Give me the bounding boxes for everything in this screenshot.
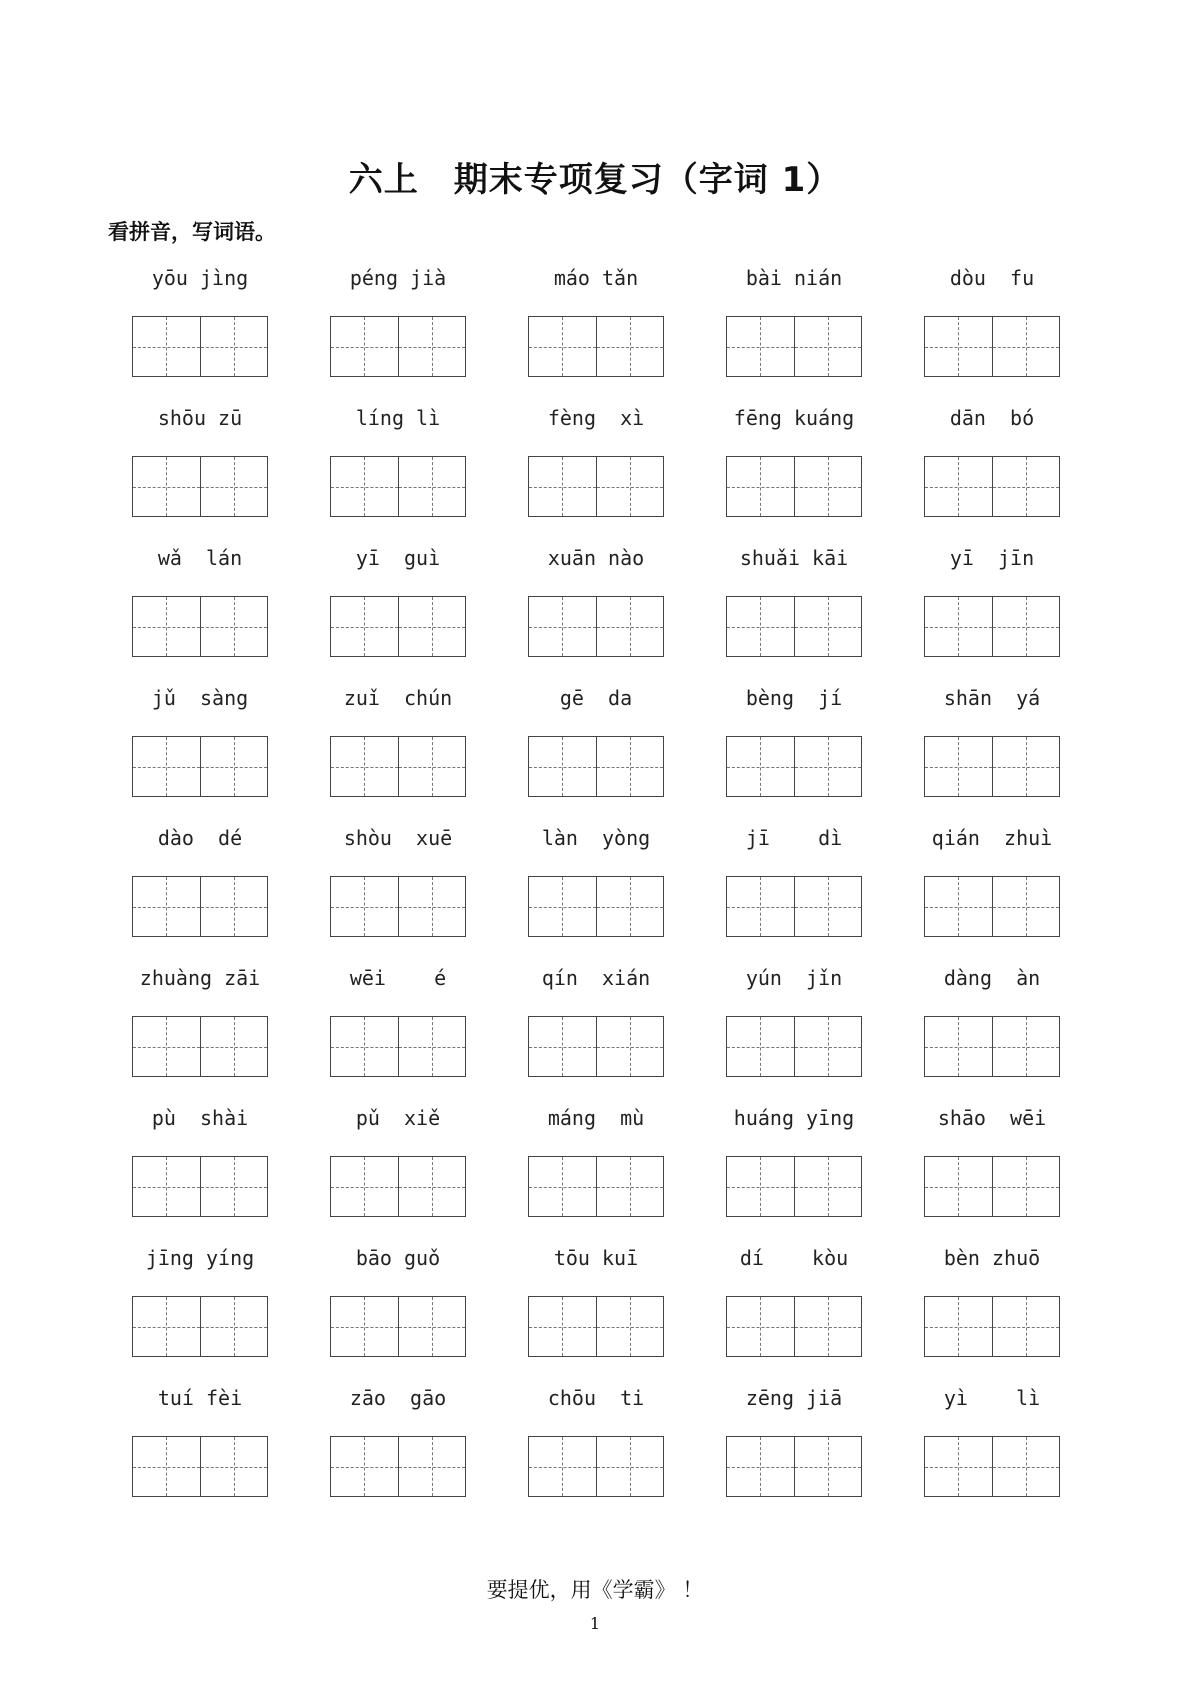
word-item [709, 542, 907, 670]
writing-boxes[interactable] [924, 1436, 1060, 1497]
pinyin-label: máo tǎn [553, 266, 639, 290]
character-box[interactable] [529, 1017, 596, 1076]
pinyin-label: zēng jiā [745, 1386, 843, 1410]
word-item [709, 822, 907, 950]
writing-boxes[interactable] [528, 1436, 664, 1497]
character-box[interactable] [992, 1437, 1060, 1496]
character-box[interactable] [596, 1437, 664, 1496]
footer-slogan: 要提优，用《学霸》 ！ [486, 1578, 704, 1602]
character-box[interactable] [925, 1017, 992, 1076]
writing-boxes[interactable] [132, 1016, 268, 1077]
character-box[interactable] [133, 1017, 200, 1076]
word-item [511, 1382, 709, 1510]
word-item [511, 1102, 709, 1230]
pinyin-label: dào dé [157, 826, 243, 850]
pinyin-label: shāo wēi [937, 1106, 1047, 1130]
pinyin-label: bài nián [745, 266, 843, 290]
writing-boxes[interactable] [330, 316, 466, 377]
writing-boxes[interactable] [528, 876, 664, 937]
pinyin-label: wǎ lán [157, 546, 243, 570]
character-box[interactable] [925, 737, 992, 796]
character-box[interactable] [529, 1297, 596, 1356]
character-box[interactable] [925, 1437, 992, 1496]
writing-boxes[interactable] [330, 1436, 466, 1497]
writing-boxes[interactable] [330, 736, 466, 797]
pinyin-label: shòu xuē [343, 826, 453, 850]
character-box[interactable] [596, 1297, 664, 1356]
writing-boxes[interactable] [132, 876, 268, 937]
word-item [907, 962, 1105, 1090]
word-item [511, 682, 709, 810]
writing-boxes[interactable] [924, 1296, 1060, 1357]
writing-boxes[interactable] [726, 1296, 862, 1357]
pinyin-label: máng mù [547, 1106, 645, 1130]
word-item [313, 822, 511, 950]
character-box[interactable] [398, 1017, 466, 1076]
word-item [709, 1102, 907, 1230]
word-item [709, 962, 907, 1090]
character-box[interactable] [992, 1017, 1060, 1076]
character-box[interactable] [727, 1437, 794, 1496]
word-item [115, 682, 313, 810]
character-box[interactable] [992, 457, 1060, 516]
pinyin-label: zuǐ chún [343, 686, 453, 710]
character-box[interactable] [200, 737, 268, 796]
character-box[interactable] [794, 1017, 862, 1076]
word-item [709, 1242, 907, 1370]
character-box[interactable] [529, 457, 596, 516]
word-item [709, 402, 907, 530]
page-number: 1 [589, 1614, 601, 1633]
character-box[interactable] [529, 737, 596, 796]
word-item [115, 822, 313, 950]
writing-boxes[interactable] [528, 456, 664, 517]
pinyin-label: qín xián [541, 966, 651, 990]
character-box[interactable] [398, 877, 466, 936]
pinyin-label: zhuàng zāi [139, 966, 261, 990]
character-box[interactable] [398, 1157, 466, 1216]
character-box[interactable] [596, 1157, 664, 1216]
character-box[interactable] [133, 597, 200, 656]
word-item [115, 542, 313, 670]
character-box[interactable] [727, 877, 794, 936]
pinyin-label: bèng jí [745, 686, 843, 710]
character-box[interactable] [794, 1437, 862, 1496]
character-box[interactable] [794, 877, 862, 936]
writing-boxes[interactable] [132, 1156, 268, 1217]
character-box[interactable] [596, 317, 664, 376]
word-item [511, 822, 709, 950]
character-box[interactable] [200, 1157, 268, 1216]
character-box[interactable] [794, 317, 862, 376]
character-box[interactable] [794, 737, 862, 796]
character-box[interactable] [398, 1437, 466, 1496]
character-box[interactable] [992, 877, 1060, 936]
character-box[interactable] [529, 1157, 596, 1216]
character-box[interactable] [529, 597, 596, 656]
character-box[interactable] [925, 1297, 992, 1356]
word-item [313, 962, 511, 1090]
character-box[interactable] [596, 737, 664, 796]
character-box[interactable] [794, 597, 862, 656]
character-box[interactable] [992, 317, 1060, 376]
writing-boxes[interactable] [726, 876, 862, 937]
pinyin-label: yī jīn [949, 546, 1035, 570]
character-box[interactable] [200, 317, 268, 376]
character-box[interactable] [200, 597, 268, 656]
character-box[interactable] [925, 1157, 992, 1216]
writing-boxes[interactable] [132, 1436, 268, 1497]
pinyin-label: chōu ti [547, 1386, 645, 1410]
writing-boxes[interactable] [726, 596, 862, 657]
character-box[interactable] [133, 877, 200, 936]
character-box[interactable] [529, 317, 596, 376]
word-item [511, 402, 709, 530]
writing-boxes[interactable] [924, 316, 1060, 377]
word-item [313, 542, 511, 670]
character-box[interactable] [331, 877, 398, 936]
character-box[interactable] [133, 1297, 200, 1356]
word-item [709, 262, 907, 390]
character-box[interactable] [398, 737, 466, 796]
pinyin-label: tuí fèi [157, 1386, 243, 1410]
writing-boxes[interactable] [330, 1296, 466, 1357]
word-item [511, 542, 709, 670]
word-item [313, 402, 511, 530]
character-box[interactable] [596, 597, 664, 656]
pinyin-label: tōu kuī [553, 1246, 639, 1270]
word-item [313, 1102, 511, 1230]
writing-boxes[interactable] [132, 596, 268, 657]
character-box[interactable] [200, 1437, 268, 1496]
word-item [115, 262, 313, 390]
character-box[interactable] [200, 1017, 268, 1076]
word-item [709, 1382, 907, 1510]
writing-boxes[interactable] [726, 1436, 862, 1497]
character-box[interactable] [794, 457, 862, 516]
pinyin-label: gē da [559, 686, 633, 710]
pinyin-label: jī dì [745, 826, 843, 850]
pinyin-label: dí kòu [739, 1246, 849, 1270]
character-box[interactable] [398, 1297, 466, 1356]
character-box[interactable] [200, 877, 268, 936]
writing-boxes[interactable] [924, 736, 1060, 797]
character-box[interactable] [992, 597, 1060, 656]
writing-boxes[interactable] [924, 596, 1060, 657]
character-box[interactable] [727, 1157, 794, 1216]
character-box[interactable] [331, 457, 398, 516]
character-box[interactable] [331, 597, 398, 656]
character-box[interactable] [727, 737, 794, 796]
pinyin-label: jǔ sàng [151, 686, 249, 710]
pinyin-label: bāo guǒ [355, 1246, 441, 1270]
character-box[interactable] [331, 1157, 398, 1216]
pinyin-label: pǔ xiě [355, 1106, 441, 1130]
writing-boxes[interactable] [924, 1156, 1060, 1217]
character-box[interactable] [925, 877, 992, 936]
writing-boxes[interactable] [330, 876, 466, 937]
character-box[interactable] [331, 1297, 398, 1356]
character-box[interactable] [727, 1017, 794, 1076]
character-box[interactable] [133, 457, 200, 516]
writing-boxes[interactable] [726, 316, 862, 377]
writing-boxes[interactable] [132, 736, 268, 797]
word-item [115, 1102, 313, 1230]
word-item [313, 682, 511, 810]
writing-boxes[interactable] [330, 456, 466, 517]
character-box[interactable] [794, 1297, 862, 1356]
pinyin-label: yún jǐn [745, 966, 843, 990]
word-item [907, 1102, 1105, 1230]
character-box[interactable] [331, 1017, 398, 1076]
pinyin-label: yì lì [943, 1386, 1041, 1410]
character-box[interactable] [794, 1157, 862, 1216]
writing-boxes[interactable] [330, 1016, 466, 1077]
word-item [115, 1242, 313, 1370]
pinyin-label: jīng yíng [145, 1246, 255, 1270]
writing-boxes[interactable] [726, 1156, 862, 1217]
character-box[interactable] [727, 597, 794, 656]
pinyin-label: péng jià [349, 266, 447, 290]
character-box[interactable] [596, 877, 664, 936]
pinyin-label: pù shài [151, 1106, 249, 1130]
pinyin-label: dàng àn [943, 966, 1041, 990]
writing-boxes[interactable] [924, 456, 1060, 517]
word-item [907, 682, 1105, 810]
pinyin-label: fēng kuáng [733, 406, 855, 430]
character-box[interactable] [133, 1437, 200, 1496]
word-item [511, 262, 709, 390]
character-box[interactable] [925, 317, 992, 376]
pinyin-label: bèn zhuō [943, 1246, 1041, 1270]
character-box[interactable] [398, 457, 466, 516]
word-item [511, 962, 709, 1090]
writing-boxes[interactable] [924, 876, 1060, 937]
pinyin-label: shān yá [943, 686, 1041, 710]
pinyin-label: zāo gāo [349, 1386, 447, 1410]
pinyin-label: líng lì [355, 406, 441, 430]
instruction: 看拼音，写词语。 [108, 220, 276, 244]
character-box[interactable] [133, 317, 200, 376]
character-box[interactable] [992, 1297, 1060, 1356]
pinyin-label: qián zhuì [931, 826, 1053, 850]
writing-boxes[interactable] [726, 736, 862, 797]
page-title: 六上 期末专项复习（字词 1） [348, 160, 842, 200]
word-item [313, 262, 511, 390]
word-item [907, 1382, 1105, 1510]
character-box[interactable] [727, 457, 794, 516]
writing-boxes[interactable] [528, 1016, 664, 1077]
writing-boxes[interactable] [528, 596, 664, 657]
pinyin-label: yōu jìng [151, 266, 249, 290]
pinyin-label: shōu zū [157, 406, 243, 430]
writing-boxes[interactable] [528, 316, 664, 377]
character-box[interactable] [331, 1437, 398, 1496]
writing-boxes[interactable] [132, 1296, 268, 1357]
writing-boxes[interactable] [726, 1016, 862, 1077]
character-box[interactable] [529, 877, 596, 936]
character-box[interactable] [596, 457, 664, 516]
pinyin-label: xuān nào [547, 546, 645, 570]
pinyin-label: làn yòng [541, 826, 651, 850]
writing-boxes[interactable] [330, 596, 466, 657]
pinyin-label: huáng yīng [733, 1106, 855, 1130]
pinyin-word-grid [115, 262, 1105, 1510]
word-item [907, 1242, 1105, 1370]
character-box[interactable] [992, 737, 1060, 796]
pinyin-label: wēi é [349, 966, 447, 990]
pinyin-label: dòu fu [949, 266, 1035, 290]
character-box[interactable] [529, 1437, 596, 1496]
character-box[interactable] [925, 457, 992, 516]
character-box[interactable] [727, 1297, 794, 1356]
writing-boxes[interactable] [330, 1156, 466, 1217]
word-item [313, 1382, 511, 1510]
writing-boxes[interactable] [528, 736, 664, 797]
character-box[interactable] [398, 317, 466, 376]
word-item [115, 962, 313, 1090]
writing-boxes[interactable] [132, 456, 268, 517]
character-box[interactable] [200, 457, 268, 516]
character-box[interactable] [133, 1157, 200, 1216]
character-box[interactable] [200, 1297, 268, 1356]
word-item [907, 262, 1105, 390]
word-item [115, 402, 313, 530]
word-item [709, 682, 907, 810]
pinyin-label: dān bó [949, 406, 1035, 430]
character-box[interactable] [727, 317, 794, 376]
pinyin-label: shuǎi kāi [739, 546, 849, 570]
writing-boxes[interactable] [924, 1016, 1060, 1077]
writing-boxes[interactable] [726, 456, 862, 517]
writing-boxes[interactable] [528, 1296, 664, 1357]
pinyin-label: fèng xì [547, 406, 645, 430]
character-box[interactable] [331, 317, 398, 376]
writing-boxes[interactable] [132, 316, 268, 377]
character-box[interactable] [133, 737, 200, 796]
word-item [511, 1242, 709, 1370]
character-box[interactable] [992, 1157, 1060, 1216]
character-box[interactable] [925, 597, 992, 656]
pinyin-label: yī guì [355, 546, 441, 570]
word-item [313, 1242, 511, 1370]
word-item [907, 402, 1105, 530]
word-item [907, 822, 1105, 950]
character-box[interactable] [331, 737, 398, 796]
word-item [115, 1382, 313, 1510]
character-box[interactable] [398, 597, 466, 656]
character-box[interactable] [596, 1017, 664, 1076]
writing-boxes[interactable] [528, 1156, 664, 1217]
word-item [907, 542, 1105, 670]
